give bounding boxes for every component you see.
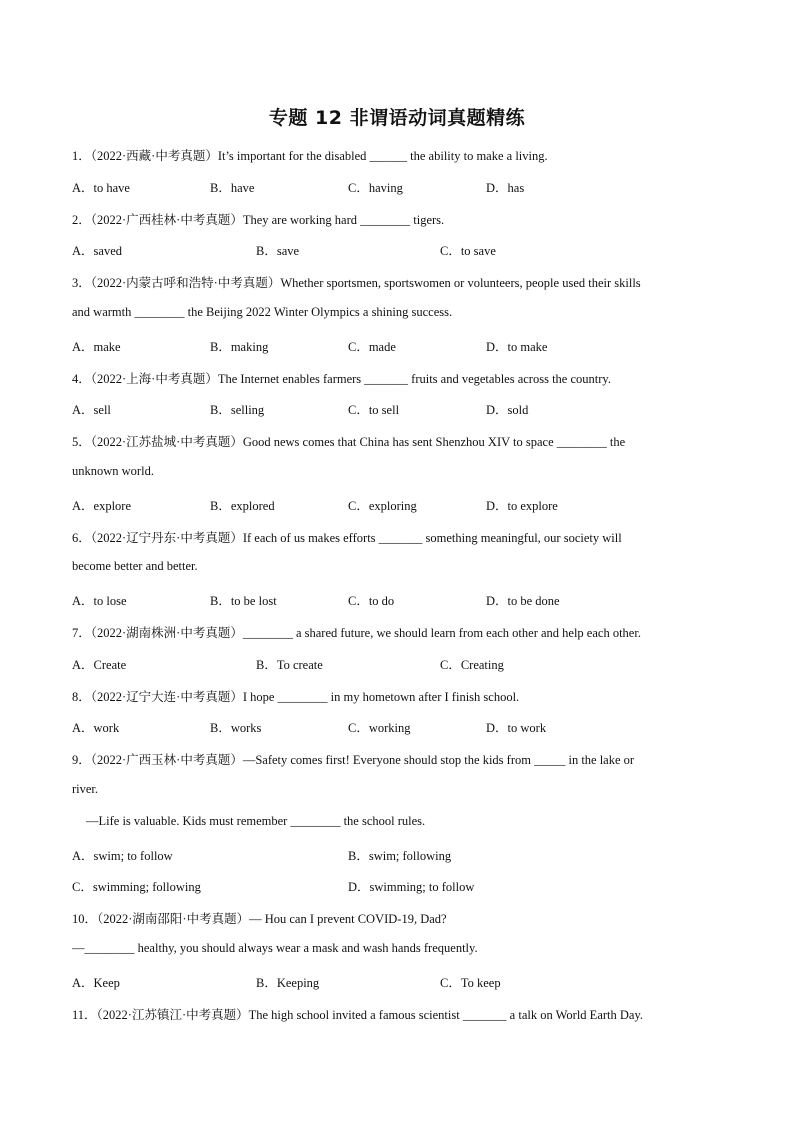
q8-option-a: A．work: [72, 721, 120, 735]
question-9-text-cont: river.: [72, 782, 99, 796]
q1-option-d: D．has: [486, 181, 525, 195]
question-5-text-cont: unknown world.: [72, 464, 154, 478]
q10-option-b: B．Keeping: [256, 976, 320, 990]
q4-option-a: A．sell: [72, 403, 111, 417]
q3-option-c: C．made: [348, 340, 396, 354]
question-11-text: 11．（2022·江苏镇江·中考真题）The high school invited a famous scientist _______ a talk on World Earth Day.: [72, 1008, 644, 1022]
q6-option-c: C．to do: [348, 594, 395, 608]
question-10-text: 10．（2022·湖南邵阳·中考真题）— Hou can I prevent COVID-19, Dad?: [72, 912, 447, 926]
question-6-text: 6．（2022·辽宁丹东·中考真题）If each of us makes efforts _______ something meaningful, our society will: [72, 531, 622, 545]
q8-option-c: C．working: [348, 721, 411, 735]
q8-option-b: B．works: [210, 721, 262, 735]
q4-option-d: D．sold: [486, 403, 529, 417]
q7-option-b: B．To create: [256, 658, 323, 672]
question-9-reply: —Life is valuable. Kids must remember ________ the school rules.: [86, 814, 426, 828]
q4-option-b: B．selling: [210, 403, 265, 417]
q7-option-a: A．Create: [72, 658, 127, 672]
q9-option-c: C．swimming; following: [72, 880, 201, 894]
q6-option-a: A．to lose: [72, 594, 127, 608]
q1-option-a: A．to have: [72, 181, 130, 195]
q4-option-c: C．to sell: [348, 403, 400, 417]
q5-option-a: A．explore: [72, 499, 132, 513]
question-6-text-cont: become better and better.: [72, 559, 198, 573]
question-3-text: 3．（2022·内蒙古呼和浩特·中考真题）Whether sportsmen, sportswomen or volunteers, people used their skills: [72, 276, 641, 290]
q5-option-b: B．explored: [210, 499, 275, 513]
question-9-text: 9．（2022·广西玉林·中考真题）—Safety comes first! Everyone should stop the kids from _____ in the lake or: [72, 753, 635, 767]
q2-option-a: A．saved: [72, 244, 122, 258]
question-5-text: 5．（2022·江苏盐城·中考真题）Good news comes that China has sent Shenzhou XIV to space ________ the: [72, 435, 626, 449]
q3-option-a: A．make: [72, 340, 121, 354]
question-7-text: 7．（2022·湖南株洲·中考真题）________ a shared future, we should learn from each other and help each other.: [72, 626, 641, 640]
q9-option-d: D．swimming; to follow: [348, 880, 475, 894]
q6-option-b: B．to be lost: [210, 594, 277, 608]
q8-option-d: D．to work: [486, 721, 547, 735]
q1-option-b: B．have: [210, 181, 255, 195]
question-1-text: 1．（2022·西藏·中考真题）It’s important for the disabled ______ the ability to make a living.: [72, 149, 548, 163]
q3-option-b: B．making: [210, 340, 269, 354]
q7-option-c: C．Creating: [440, 658, 504, 672]
question-3-text-cont: and warmth ________ the Beijing 2022 Winter Olympics a shining success.: [72, 305, 453, 319]
q9-option-a: A．swim; to follow: [72, 849, 173, 863]
question-4-text: 4．（2022·上海·中考真题）The Internet enables farmers _______ fruits and vegetables across the country.: [72, 372, 611, 386]
q2-option-b: B．save: [256, 244, 300, 258]
question-8-text: 8．（2022·辽宁大连·中考真题）I hope ________ in my hometown after I finish school.: [72, 690, 520, 704]
question-2-text: 2．（2022·广西桂林·中考真题）They are working hard ________ tigers.: [72, 213, 445, 227]
q5-option-d: D．to explore: [486, 499, 558, 513]
q9-option-b: B．swim; following: [348, 849, 452, 863]
q3-option-d: D．to make: [486, 340, 548, 354]
q10-option-a: A．Keep: [72, 976, 120, 990]
q10-option-c: C．To keep: [440, 976, 501, 990]
q6-option-d: D．to be done: [486, 594, 560, 608]
q1-option-c: C．having: [348, 181, 403, 195]
question-10-reply: —________ healthy, you should always wear a mask and wash hands frequently.: [72, 941, 478, 955]
q5-option-c: C．exploring: [348, 499, 417, 513]
page-title: 专题 12 非谓语动词真题精练: [268, 107, 526, 129]
q2-option-c: C．to save: [440, 244, 496, 258]
